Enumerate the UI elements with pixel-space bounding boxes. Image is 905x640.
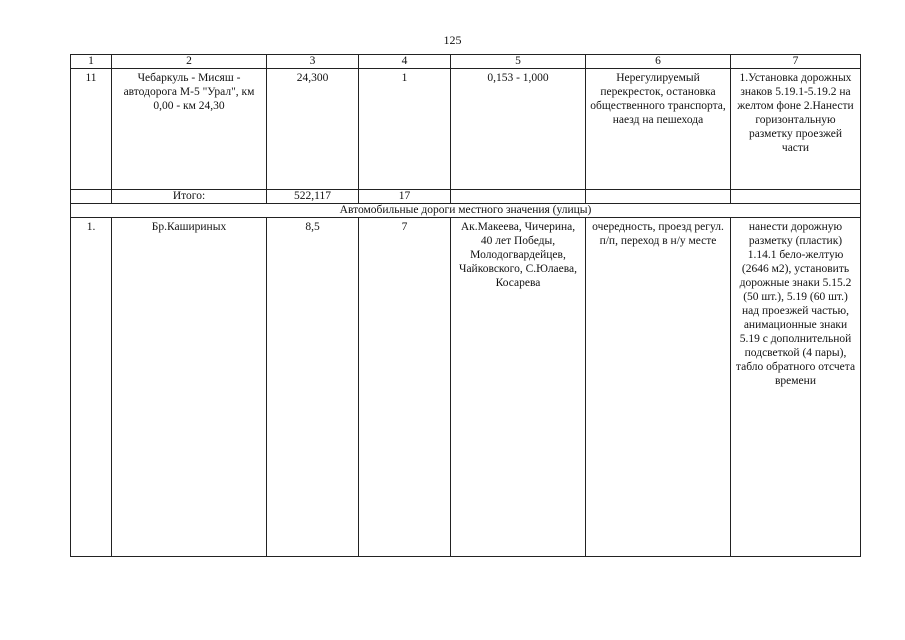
road-name: Чебаркуль - Мисяш - автодорога М-5 "Урал", км 0,00 - км 24,30 [112, 69, 267, 190]
road-name: Бр.Кашириных [112, 218, 267, 557]
table-row [71, 69, 861, 190]
problem-description: очередность, проезд регул. п/п, переход в н/у месте [586, 218, 731, 557]
row-number: 1. [71, 218, 112, 557]
road-length: 24,300 [267, 69, 359, 190]
total-label: Итого: [112, 190, 267, 204]
header-cell-5: 5 [451, 55, 586, 69]
planned-measures: нанести дорожную разметку (пластик) 1.14.1 бело-желтую (2646 м2), установить дорожные знаки 5.15.2 (50 шт.), 5.19 (60 шт.) над проезжей частью, анимационные знаки 5.19 с дополнительной подсветкой (4 пары), табло обратного отсчета времени [731, 218, 861, 557]
table-row [71, 218, 861, 557]
header-cell-3: 3 [267, 55, 359, 69]
accident-count: 1 [359, 69, 451, 190]
header-cell-7: 7 [731, 55, 861, 69]
header-row [71, 55, 861, 69]
section-header-row [71, 204, 861, 218]
road-section: 0,153 - 1,000 [451, 69, 586, 190]
accident-count: 7 [359, 218, 451, 557]
header-cell-6: 6 [586, 55, 731, 69]
total-empty-cell [731, 190, 861, 204]
total-row [71, 190, 861, 204]
total-count: 17 [359, 190, 451, 204]
header-cell-2: 2 [112, 55, 267, 69]
road-section: Ак.Макеева, Чичерина, 40 лет Победы, Молодогвардейцев, Чайковского, С.Юлаева, Косарева [451, 218, 586, 557]
header-cell-1: 1 [71, 55, 112, 69]
total-length: 522,117 [267, 190, 359, 204]
total-empty-cell [71, 190, 112, 204]
planned-measures: 1.Установка дорожных знаков 5.19.1-5.19.2 на желтом фоне 2.Нанести горизонтальную разметку проезжей части [731, 69, 861, 190]
road-length: 8,5 [267, 218, 359, 557]
header-cell-4: 4 [359, 55, 451, 69]
road-safety-table [70, 54, 861, 557]
row-number: 11 [71, 69, 112, 190]
page-number: 125 [443, 33, 462, 47]
problem-description: Нерегулируемый перекресток, остановка общественного транспорта, наезд на пешехода [586, 69, 731, 190]
total-empty-cell [451, 190, 586, 204]
section-title: Автомобильные дороги местного значения (улицы) [71, 204, 861, 218]
total-empty-cell [586, 190, 731, 204]
